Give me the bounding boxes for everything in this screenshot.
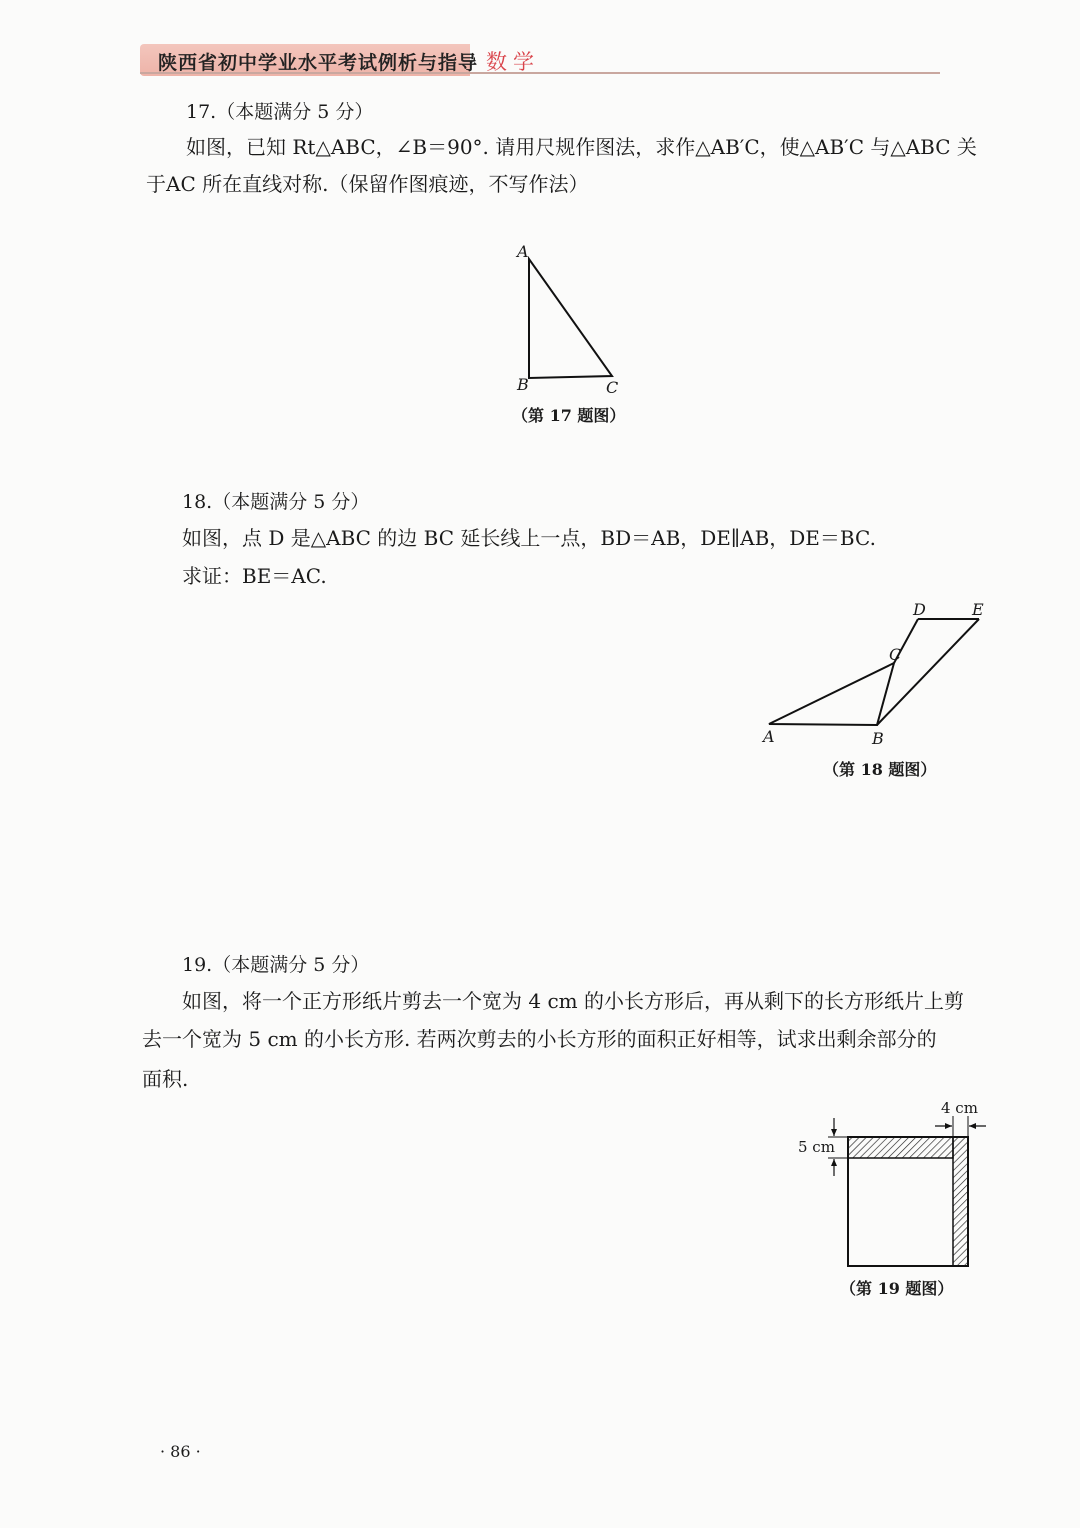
header-rule [140,72,940,74]
q18-label-d: D [913,600,926,619]
arrowhead [969,1123,976,1129]
q18-label-e: E [972,600,984,619]
q17-label-b: B [517,375,529,394]
q19-caption: （第 19 题图） [840,1279,954,1298]
subject-title: 数学 [486,50,540,74]
q18-label-c: C [889,645,902,664]
label-4cm: 4 cm [941,1099,978,1117]
q17-text-line2: 于AC 所在直线对称.（保留作图痕迹，不写作法） [146,172,589,196]
q18-figure [750,600,1000,740]
q17-label-a: A [517,242,529,261]
q19-figure [790,1100,1000,1280]
arrowhead [831,1129,837,1136]
q19-text-line1: 如图，将一个正方形纸片剪去一个宽为 4 cm 的小长方形后，再从剩下的长方形纸片上剪 [182,989,964,1013]
book-title: 陕西省初中学业水平考试例析与指导 [158,52,479,74]
q18-text-line2: 求证：BE＝AC. [182,564,327,588]
triangle-abc [769,663,894,725]
arrowhead [831,1159,837,1166]
q19-text-line3: 面积. [142,1067,189,1091]
arrowhead [945,1123,952,1129]
q18-text-line1: 如图，点 D 是△ABC 的边 BC 延长线上一点，BD＝AB，DE∥AB，DE＝BC. [182,526,876,550]
cut-strip-4cm [953,1137,968,1266]
q17-caption: （第 17 题图） [512,406,626,425]
q19-text-line2: 去一个宽为 5 cm 的小长方形. 若两次剪去的小长方形的面积正好相等，试求出剩余部分的 [142,1027,937,1051]
q18-label-a: A [763,727,775,746]
q17-heading: 17.（本题满分 5 分） [186,101,374,123]
q18-heading: 18.（本题满分 5 分） [182,491,370,513]
q17-label-c: C [606,378,619,397]
q19-heading: 19.（本题满分 5 分） [182,954,370,976]
triangle-abc [529,259,612,378]
label-5cm: 5 cm [798,1138,835,1156]
page-number: · 86 · [160,1442,201,1461]
q18-label-b: B [872,729,884,748]
cut-strip-5cm [848,1137,953,1158]
q17-text-line1: 如图，已知 Rt△ABC，∠B＝90°. 请用尺规作图法，求作△AB′C，使△AB′C 与△ABC 关 [186,135,977,159]
q18-caption: （第 18 题图） [823,760,937,779]
